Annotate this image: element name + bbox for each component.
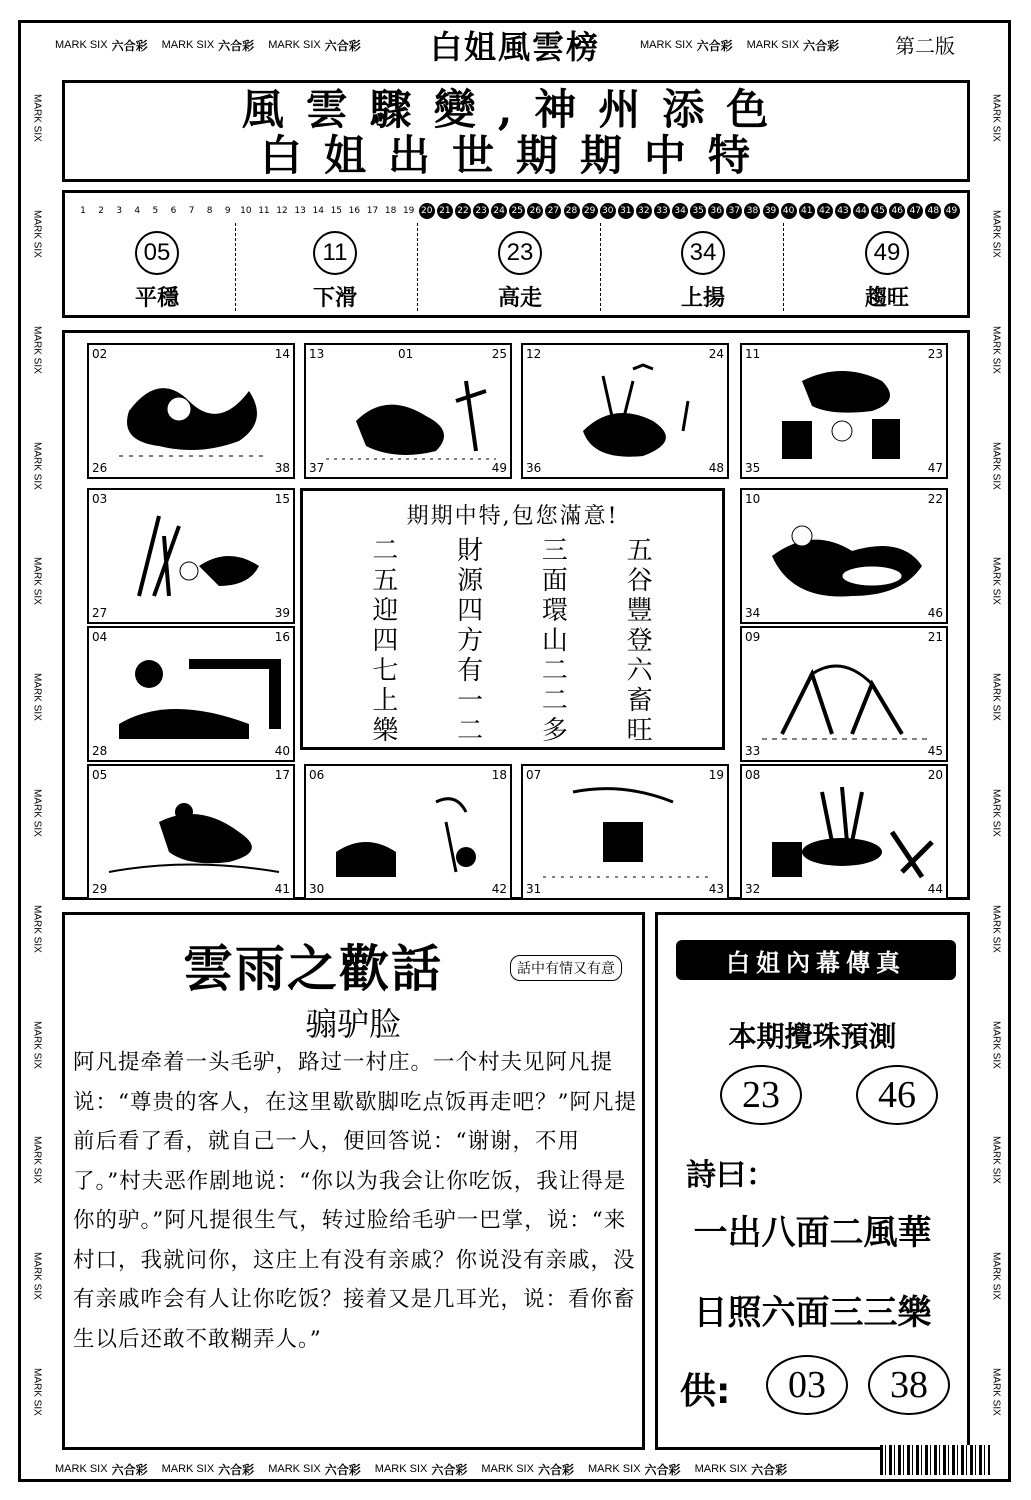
mini-number: 16 [348, 206, 361, 216]
watermark-row-top: MARK SIX 六合彩 MARK SIX 六合彩 MARK SIX 六合彩 [55, 38, 361, 53]
poem-char: 樂 [372, 716, 399, 746]
poem-char: 六 [626, 656, 653, 686]
ink-painting-illustration [316, 782, 502, 886]
mini-number: 39 [763, 203, 779, 219]
ink-painting-illustration [99, 644, 285, 748]
poem-char: 五 [626, 536, 653, 566]
poem-char: 方 [457, 626, 484, 656]
mini-number: 37 [726, 203, 742, 219]
mini-number: 8 [206, 206, 213, 216]
card-2: 13 01 25 37 49 [304, 343, 512, 479]
pick-3 [460, 231, 580, 312]
poem-char: 五 [372, 566, 399, 596]
poem-char: 山 [541, 626, 568, 656]
edition-label: 第二版 [895, 34, 955, 58]
mini-number: 20 [419, 203, 435, 219]
mini-number: 15 [330, 206, 343, 216]
ink-painting-illustration [752, 782, 938, 886]
poem-col-3 [542, 536, 568, 746]
pick-ball: 34 [681, 231, 725, 275]
mini-number: 35 [690, 203, 706, 219]
poem-char: 二 [457, 716, 484, 746]
story-title: 雲雨之歡話 [183, 939, 443, 998]
watermark-row-top-right: MARK SIX 六合彩 MARK SIX 六合彩 [640, 38, 840, 53]
poem-char: 迎 [372, 596, 399, 626]
watermark-col-left: MARK SIX MARK SIX MARK SIX MARK SIX MARK SIX MARK SIX MARK SIX MARK SIX MARK SIX MARK SIX MARK SIX MARK SIX [31, 94, 43, 1416]
poem-char: 谷 [626, 566, 653, 596]
mini-number: 10 [240, 206, 252, 216]
card-6: 10 22 34 46 [740, 488, 948, 624]
separator [600, 223, 602, 311]
ink-painting-illustration [99, 782, 285, 886]
mini-number: 38 [744, 203, 760, 219]
mini-number: 48 [925, 203, 941, 219]
mini-number: 43 [835, 203, 851, 219]
mini-number: 46 [889, 203, 905, 219]
poem-char: 三 [541, 536, 568, 566]
watermark-col-right: MARK SIX MARK SIX MARK SIX MARK SIX MARK SIX MARK SIX MARK SIX MARK SIX MARK SIX MARK SIX MARK SIX MARK SIX [990, 94, 1002, 1416]
number-picks-box [62, 190, 970, 318]
ink-painting-illustration [752, 361, 938, 465]
pick-label: 上揚 [680, 286, 725, 311]
mini-number: 30 [600, 203, 616, 219]
poem-title: 期期中特,包您滿意! [406, 504, 619, 529]
ink-painting-illustration [99, 506, 285, 610]
mini-number: 31 [618, 203, 634, 219]
mini-number: 19 [402, 206, 415, 216]
pick-5 [827, 231, 947, 312]
card-7: 04 16 28 40 [87, 626, 295, 762]
mini-number: 17 [366, 206, 379, 216]
poem-char: 四 [457, 596, 484, 626]
mini-number: 40 [781, 203, 797, 219]
card-10: 06 18 30 42 [304, 764, 512, 900]
mini-number: 49 [944, 203, 960, 219]
poem-label: 詩曰： [686, 1158, 776, 1193]
gong-number-2: 38 [868, 1355, 950, 1415]
mini-number: 6 [170, 206, 177, 216]
insider-box [655, 912, 970, 1450]
headline-line-2: 白姐出世期期中特 [259, 131, 772, 180]
poem-char: 有 [457, 656, 484, 686]
ink-painting-illustration [533, 782, 719, 886]
pick-label: 下滑 [312, 286, 357, 311]
poem-char: 旺 [626, 716, 653, 746]
pick-ball: 05 [135, 231, 179, 275]
mini-number: 14 [312, 206, 324, 216]
poem-char: 面 [541, 566, 568, 596]
poem-char: 財 [457, 536, 484, 566]
mini-number: 45 [871, 203, 887, 219]
predict-number-2: 46 [856, 1065, 938, 1125]
mini-number: 33 [654, 203, 670, 219]
story-box [62, 912, 645, 1450]
poem-box [300, 488, 725, 750]
insider-header: 白姐內幕傳真 [676, 940, 956, 980]
headline-line-1: 風雲驟變,神州添色 [241, 85, 791, 134]
pick-ball: 49 [865, 231, 909, 275]
poem-char: 上 [372, 686, 399, 716]
card-3: 12 24 36 48 [521, 343, 729, 479]
pick-label: 高走 [497, 286, 542, 311]
mini-number-row [75, 203, 960, 221]
pick-label: 平穩 [134, 286, 179, 311]
poem-col-4 [627, 536, 653, 746]
poem-char: 登 [626, 626, 653, 656]
mini-number: 4 [134, 206, 141, 216]
poem-char: 七 [372, 656, 399, 686]
separator [417, 223, 419, 311]
poem-char: 二 [372, 536, 399, 566]
mini-number: 42 [817, 203, 833, 219]
poem-char: 豐 [626, 596, 653, 626]
poem-char: 二 [541, 686, 568, 716]
mini-number: 26 [527, 203, 543, 219]
mini-number: 3 [116, 206, 123, 216]
predict-number-1: 23 [720, 1065, 802, 1125]
mini-number: 25 [509, 203, 525, 219]
poem-col-1 [372, 536, 398, 746]
mini-number: 34 [672, 203, 688, 219]
pick-label: 趨旺 [864, 286, 909, 311]
ink-painting-illustration [533, 361, 719, 465]
ink-painting-illustration [752, 644, 938, 748]
pick-1 [97, 231, 217, 312]
pick-ball: 11 [313, 231, 357, 275]
ink-painting-illustration [316, 361, 502, 465]
mini-number: 28 [564, 203, 580, 219]
card-8: 09 21 33 45 [740, 626, 948, 762]
poem-char: 二 [541, 656, 568, 686]
mini-number: 12 [276, 206, 288, 216]
poem-char: 四 [372, 626, 399, 656]
mini-number: 13 [294, 206, 306, 216]
mini-number: 21 [437, 203, 453, 219]
story-subtitle: 骟驴脸 [305, 1005, 402, 1043]
headline-box [62, 80, 970, 182]
card-11: 07 19 31 43 [521, 764, 729, 900]
story-body: 阿凡提牵着一头毛驴，路过一村庄。一个村夫见阿凡提说：“尊贵的客人，在这里歇歇脚吃点饭再走吧？”阿凡提前后看了看，就自己一人，便回答说：“谢谢，不用了。”村夫恶作剧地说：“你以为我会让你吃饭，我让得是你的驴。”阿凡提很生气，转过脸给毛驴一巴掌，说：“来村口，我就问你，这庄上有没有亲戚？你说没有亲戚，没有亲戚咋会有人让你吃饭？接着又是几耳光，说：看你畜生以后还敢不敢糊弄人。” [73, 1050, 637, 1352]
mini-number: 22 [455, 203, 471, 219]
page-title: 白姐風雲榜 [429, 28, 600, 66]
mini-number: 47 [907, 203, 923, 219]
pick-4 [643, 231, 763, 312]
poem-char: 環 [541, 596, 568, 626]
mini-number: 11 [258, 206, 270, 216]
card-9: 05 17 29 41 [87, 764, 295, 900]
watermark-row-bottom: MARK SIX 六合彩 MARK SIX 六合彩 MARK SIX 六合彩 MARK SIX 六合彩 MARK SIX 六合彩 MARK SIX 六合彩 MARK SIX 六合彩 [55, 1462, 788, 1477]
poem-col-2 [457, 536, 483, 746]
mini-number: 44 [853, 203, 869, 219]
predict-title: 本期攪珠預測 [728, 1020, 897, 1053]
mini-number: 2 [98, 206, 104, 216]
mini-number: 9 [224, 206, 231, 216]
card-1: 02 14 26 38 [87, 343, 295, 479]
poem-columns [303, 536, 722, 746]
mini-number: 23 [473, 203, 489, 219]
separator [235, 223, 237, 311]
poem-char: 多 [541, 716, 568, 746]
side-poem-line-2: 日照六面三三樂 [693, 1293, 932, 1333]
mini-number: 36 [708, 203, 724, 219]
mini-number: 24 [491, 203, 507, 219]
side-poem-line-1: 一出八面二風華 [693, 1213, 932, 1253]
poem-char: 一 [457, 686, 484, 716]
card-12: 08 20 32 44 [740, 764, 948, 900]
ink-painting-illustration [752, 506, 938, 610]
card-4: 11 23 35 47 [740, 343, 948, 479]
separator [783, 223, 785, 311]
ink-painting-illustration [99, 361, 285, 465]
mini-number: 7 [188, 206, 195, 216]
mini-number: 5 [152, 206, 159, 216]
poem-char: 源 [457, 566, 484, 596]
mini-number: 41 [799, 203, 815, 219]
mini-number: 32 [636, 203, 652, 219]
pick-ball: 23 [498, 231, 542, 275]
card-5: 03 15 27 39 [87, 488, 295, 624]
pick-2 [275, 231, 395, 312]
poem-char: 畜 [626, 686, 653, 716]
barcode [880, 1445, 990, 1475]
mini-number: 27 [545, 203, 561, 219]
mini-number: 29 [582, 203, 598, 219]
gong-label: 供: [680, 1371, 731, 1412]
story-note: 話中有情又有意 [510, 955, 622, 981]
mini-number: 1 [80, 206, 86, 216]
mini-number: 18 [384, 206, 397, 216]
gong-number-1: 03 [766, 1355, 848, 1415]
